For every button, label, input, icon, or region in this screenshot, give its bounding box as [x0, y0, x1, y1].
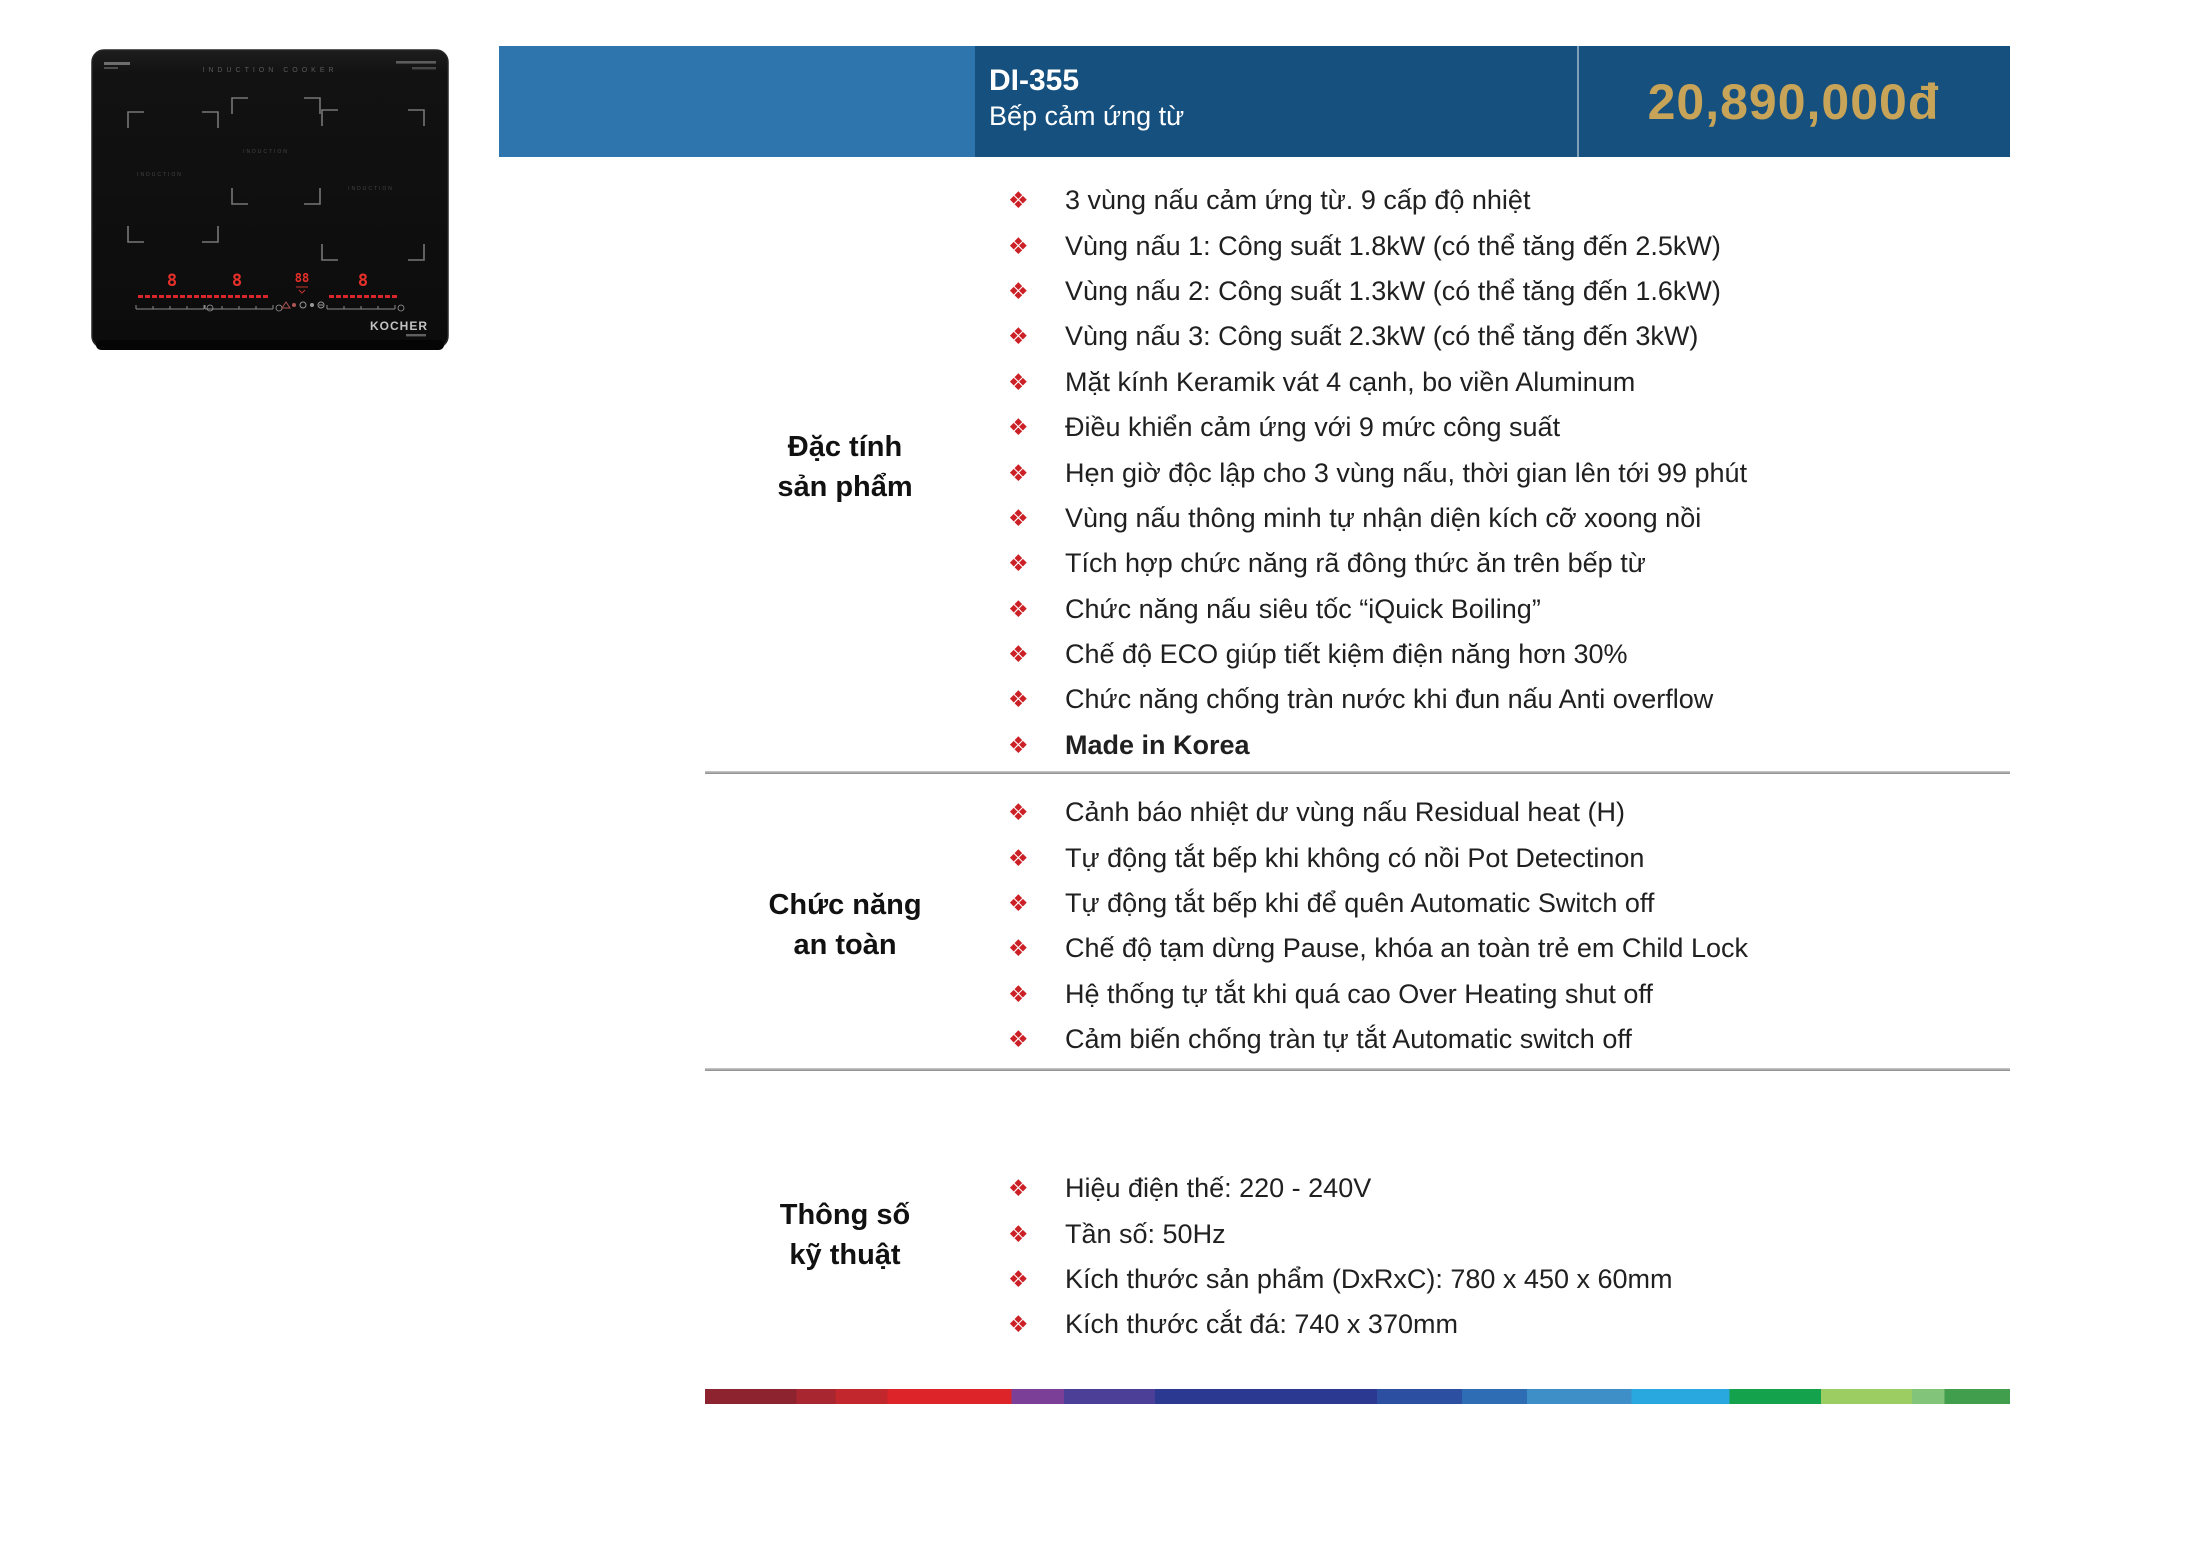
safety-list — [1008, 790, 2018, 1062]
bullet-diamond-icon: ❖ — [1008, 277, 1029, 304]
list-item — [1008, 881, 2018, 926]
list-item-text: Mặt kính Keramik vát 4 cạnh, bo viền Aluminum — [1065, 366, 1636, 397]
model-title: DI-355 — [989, 64, 1080, 97]
list-item-text: Made in Korea — [1065, 729, 1250, 760]
bullet-diamond-icon: ❖ — [1008, 1026, 1029, 1053]
list-item — [1008, 314, 2018, 359]
list-item-text: Chế độ tạm dừng Pause, khóa an toàn trẻ em Child Lock — [1065, 933, 1748, 964]
list-item — [1008, 178, 2018, 223]
bullet-diamond-icon: ❖ — [1008, 550, 1029, 577]
list-item — [1008, 541, 2018, 586]
header-title-area — [975, 46, 2010, 157]
list-item-text: Điều khiển cảm ứng với 9 mức công suất — [1065, 412, 1561, 443]
list-item-text: Cảnh báo nhiệt dư vùng nấu Residual heat (H) — [1065, 797, 1625, 828]
list-item-text: 3 vùng nấu cảm ứng từ. 9 cấp độ nhiệt — [1065, 185, 1531, 216]
list-item-text: Kích thước cắt đá: 740 x 370mm — [1065, 1309, 1458, 1340]
zone-label: INDUCTION — [348, 186, 394, 192]
list-item — [1008, 1211, 2018, 1256]
list-item-text: Tích hợp chức năng rã đông thức ăn trên bếp từ — [1065, 548, 1646, 579]
product-image — [90, 46, 450, 356]
list-item — [1008, 1257, 2018, 1302]
bullet-diamond-icon: ❖ — [1008, 799, 1029, 826]
list-item — [1008, 496, 2018, 541]
bullet-diamond-icon: ❖ — [1008, 368, 1029, 395]
section-divider — [705, 1068, 2010, 1071]
list-item-text: Tần số: 50Hz — [1065, 1218, 1226, 1249]
list-item-text: Vùng nấu 1: Công suất 1.8kW (có thể tăng đến 2.5kW) — [1065, 230, 1721, 261]
bullet-diamond-icon: ❖ — [1008, 1265, 1029, 1292]
brand-logo: KOCHER — [369, 319, 428, 333]
list-item-text: Vùng nấu 2: Công suất 1.3kW (có thể tăng đến 1.6kW) — [1065, 275, 1721, 306]
list-item-text: Vùng nấu thông minh tự nhận diện kích cỡ xoong nồi — [1065, 502, 1702, 533]
bullet-diamond-icon: ❖ — [1008, 504, 1029, 531]
bullet-diamond-icon: ❖ — [1008, 641, 1029, 668]
specs-list — [1008, 1166, 2018, 1348]
bullet-diamond-icon: ❖ — [1008, 935, 1029, 962]
bullet-diamond-icon: ❖ — [1008, 686, 1029, 713]
list-item — [1008, 1166, 2018, 1211]
section-safety-label: Chức năng an toàn — [768, 889, 922, 961]
list-item — [1008, 587, 2018, 632]
bullet-diamond-icon: ❖ — [1008, 1311, 1029, 1338]
list-item-text: Chế độ ECO giúp tiết kiệm điện năng hơn 30% — [1065, 639, 1628, 670]
bullet-diamond-icon: ❖ — [1008, 595, 1029, 622]
list-item — [1008, 677, 2018, 722]
list-item-text: Chức năng chống tràn nước khi đun nấu Anti overflow — [1065, 684, 1714, 715]
header-divider — [1577, 46, 1579, 157]
list-item — [1008, 360, 2018, 405]
list-item — [1008, 223, 2018, 268]
induction-cooktop-illustration — [90, 46, 450, 356]
list-item — [1008, 632, 2018, 677]
surface-text: INDUCTION COOKER — [202, 67, 338, 74]
power-display-right: 8 — [357, 271, 369, 291]
list-item — [1008, 1017, 2018, 1062]
header-bar — [499, 46, 2010, 157]
level-dashes-center — [207, 295, 268, 298]
bullet-diamond-icon: ❖ — [1008, 414, 1029, 441]
features-list — [1008, 178, 2018, 768]
header-accent-block — [499, 46, 975, 157]
list-item — [1008, 269, 2018, 314]
list-item-text: Chức năng nấu siêu tốc “iQuick Boiling” — [1065, 593, 1541, 624]
list-item — [1008, 972, 2018, 1017]
zone-label: INDUCTION — [243, 149, 289, 155]
bullet-diamond-icon: ❖ — [1008, 1220, 1029, 1247]
model-mark-topright — [396, 61, 436, 64]
list-item — [1008, 1302, 2018, 1347]
bullet-diamond-icon: ❖ — [1008, 187, 1029, 214]
list-item-text: Hiệu điện thế: 220 - 240V — [1065, 1173, 1372, 1204]
bullet-diamond-icon: ❖ — [1008, 459, 1029, 486]
list-item — [1008, 790, 2018, 835]
list-item-text: Hệ thống tự tắt khi quá cao Over Heating shut off — [1065, 978, 1653, 1009]
brand-mark-topleft — [104, 62, 130, 65]
bullet-diamond-icon: ❖ — [1008, 980, 1029, 1007]
bullet-diamond-icon: ❖ — [1008, 1175, 1029, 1202]
list-item-text: Vùng nấu 3: Công suất 2.3kW (có thể tăng đến 3kW) — [1065, 321, 1699, 352]
list-item — [1008, 405, 2018, 450]
list-item — [1008, 450, 2018, 495]
power-display-left: 8 — [166, 271, 178, 291]
timer-display: 88 — [294, 271, 310, 285]
list-item — [1008, 835, 2018, 880]
zone-label: INDUCTION — [137, 172, 183, 178]
price-text: 20,890,000đ — [1647, 73, 1940, 130]
list-item-text: Tự động tắt bếp khi không có nồi Pot Detectinon — [1065, 842, 1645, 873]
bullet-diamond-icon: ❖ — [1008, 323, 1029, 350]
brand-gradient-bar — [705, 1389, 2010, 1404]
section-divider — [705, 771, 2010, 774]
section-specs-label: Thông số kỹ thuật — [779, 1199, 911, 1271]
model-subtitle: Bếp cảm ứng từ — [989, 101, 1185, 131]
list-item-text: Kích thước sản phẩm (DxRxC): 780 x 450 x 60mm — [1065, 1263, 1673, 1294]
list-item-text: Cảm biến chống tràn tự tắt Automatic switch off — [1065, 1024, 1632, 1055]
list-item — [1008, 723, 2018, 768]
bullet-diamond-icon: ❖ — [1008, 731, 1029, 758]
list-item-text: Hẹn giờ độc lập cho 3 vùng nấu, thời gian lên tới 99 phút — [1065, 457, 1748, 488]
list-item — [1008, 926, 2018, 971]
bullet-diamond-icon: ❖ — [1008, 889, 1029, 916]
power-display-center: 8 — [231, 271, 243, 291]
section-features-label: Đặc tính sản phẩm — [777, 431, 913, 503]
list-item-text: Tự động tắt bếp khi để quên Automatic Switch off — [1065, 887, 1655, 918]
bullet-diamond-icon: ❖ — [1008, 844, 1029, 871]
bullet-diamond-icon: ❖ — [1008, 232, 1029, 259]
